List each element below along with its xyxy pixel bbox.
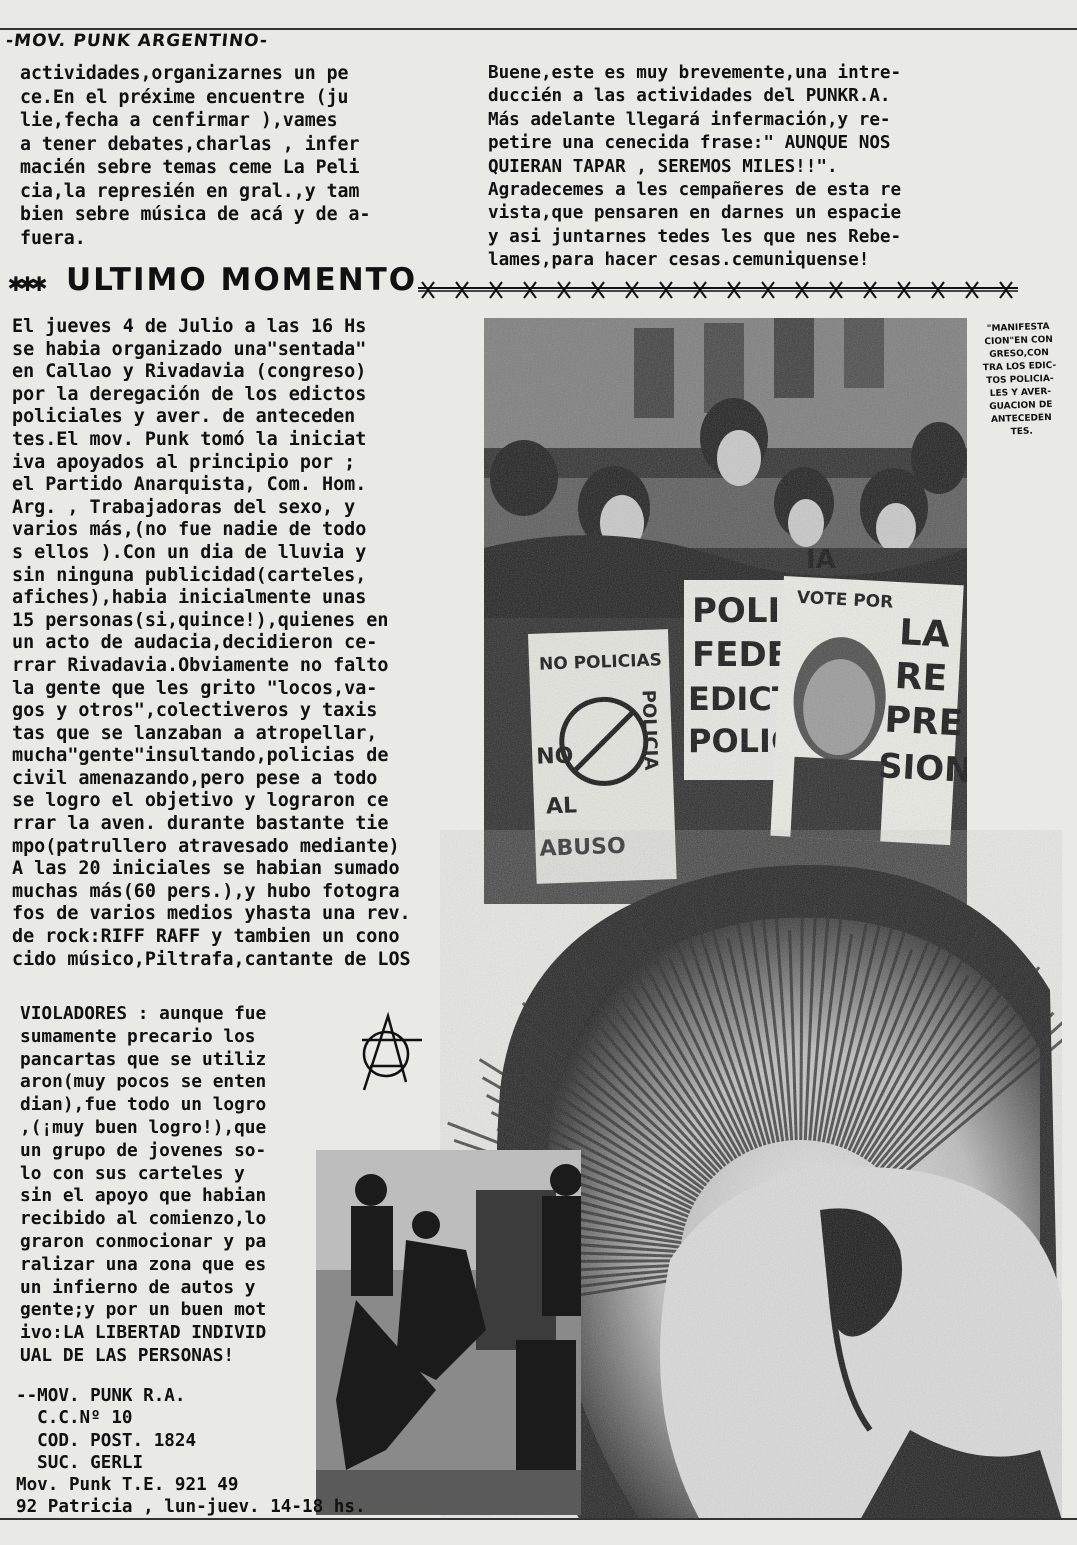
barbed-wire-divider (418, 278, 1028, 302)
article-line: en Callao y Rivadavia (congreso) (12, 361, 367, 383)
title-stars: ✱✱✱ (8, 268, 43, 298)
title-text: ULTIMO MOMENTO (66, 262, 418, 298)
article-line: la gente que les grito "locos,va- (12, 677, 378, 699)
article-line: de rock:RIFF RAFF y tambien un cono (12, 926, 400, 948)
article-line: el Partido Anarquista, Com. Hom. (12, 474, 367, 496)
article-line: rrar Rivadavia.Obviamente no falto (12, 654, 389, 676)
article-cont-line: dian),fue todo un logro (20, 1094, 267, 1116)
footer-line: Mov. Punk T.E. 921 49 (16, 1475, 239, 1496)
article-continuation (20, 1003, 266, 1368)
article-line: policiales y aver. de anteceden (12, 406, 356, 428)
article-line: s ellos ).Con un dia de lluvia y (12, 541, 367, 563)
right-intro-line: petire una cenecida frase:" AUNQUE NOS (488, 133, 891, 154)
article-line: un acto de audacia,decidieron ce- (12, 632, 378, 654)
left-intro-line: a tener debates,charlas , infer (20, 133, 360, 155)
footer-line: 92 Patricia , lun-juev. 14-18 hs. (16, 1497, 366, 1518)
article-cont-line: un grupo de jovenes so- (20, 1139, 267, 1161)
article-line: varios más,(no fue nadie de todo (12, 519, 367, 541)
article-line: tes.El mov. Punk tomó la iniciat (12, 428, 367, 450)
article-line: se habia organizado una"sentada" (12, 338, 367, 360)
left-intro-line: bien sebre música de acá y de a- (20, 204, 371, 225)
article-cont-line: ralizar una zona que es (20, 1253, 267, 1275)
article-line: iva apoyados al principio por ; (12, 451, 356, 473)
bottom-rule (0, 1518, 1077, 1520)
right-intro-line: y asi juntarnes tedes les que nes Rebe- (488, 226, 902, 247)
photo-caption (964, 320, 1076, 441)
caption-line: TOS POLICIA- (986, 373, 1054, 387)
protest-photo (484, 318, 967, 904)
article-cont-line: ivo:LA LIBERTAD INDIVID (20, 1322, 267, 1344)
article-line: cido músico,Piltrafa,cantante de LOS (12, 948, 411, 970)
footer-line: SUC. GERLI (16, 1452, 144, 1473)
article-line: civil amenazando,pero pese a todo (12, 767, 378, 789)
header-label: -MOV. PUNK ARGENTINO- (4, 31, 269, 51)
right-intro-line: vista,que pensaren en darnes un espacie (488, 203, 902, 224)
anarchy-symbol-icon (352, 1010, 432, 1100)
article-line: gos y otros",colectiveros y taxis (12, 700, 378, 722)
left-intro (20, 62, 370, 250)
article-line: muchas más(60 pers.),y hubo fotogra (12, 880, 400, 902)
article-line: mpo(patrullero atravesado mediante) (12, 835, 400, 857)
right-intro-line: Buene,este es muy brevemente,una intre- (488, 63, 902, 83)
left-intro-line: lie,fecha a cenfirmar ),vames (20, 110, 338, 131)
top-rule (0, 28, 1077, 30)
right-intro-line: Más adelante llegará infermación,y re- (488, 109, 891, 130)
caption-line: CION"EN CON (984, 334, 1053, 348)
article-line: sin ninguna publicidad(carteles, (12, 564, 367, 586)
article-cont-line: sin el apoyo que habian (20, 1185, 267, 1207)
article-cont-line: pancartas que se utiliz (20, 1048, 267, 1070)
article-cont-line: recibido al comienzo,lo (20, 1208, 267, 1230)
article-text (12, 316, 411, 971)
article-cont-line: sumamente precario los (20, 1025, 256, 1047)
article-line: 15 personas(si,quince!),quienes en (12, 609, 389, 631)
article-line: fos de varios medios yhasta una rev. (12, 903, 411, 925)
article-line: El jueves 4 de Julio a las 16 Hs (12, 316, 367, 337)
article-line: Arg. , Trabajadoras del sexo, y (12, 496, 356, 518)
article-line: tas que se lanzaban a atropellar, (12, 722, 378, 744)
article-cont-line: VIOLADORES : aunque fue (20, 1003, 267, 1024)
right-intro (488, 62, 901, 273)
article-line: mucha"gente"insultando,policias de (12, 745, 389, 767)
article-line: por la deregación de los edictos (12, 383, 367, 405)
footer-line: COD. POST. 1824 (16, 1430, 197, 1451)
right-intro-line: QUIERAN TAPAR , SEREMOS MILES!!". (488, 156, 838, 177)
caption-line: GUACION DE (989, 399, 1053, 413)
article-cont-line: ,(¡muy buen logro!),que (20, 1116, 267, 1138)
caption-line: GRESO,CON (989, 347, 1050, 361)
caption-line: "MANIFESTA (986, 321, 1050, 335)
article-cont-line: UAL DE LAS PERSONAS! (20, 1344, 235, 1366)
right-intro-line: Agradecemes a les cempañeres de esta re (488, 180, 902, 201)
left-intro-line: fuera. (20, 227, 86, 249)
caption-line: TES. (1010, 426, 1034, 438)
left-intro-line: actividades,organizarnes un pe (20, 63, 349, 84)
caption-line: TRA LOS EDIC- (982, 360, 1057, 374)
left-intro-line: cia,la represién en gral.,y tam (20, 180, 360, 202)
article-cont-line: aron(muy pocos se enten (20, 1071, 267, 1093)
caption-line: ANTECEDEN (990, 412, 1052, 426)
article-line: afiches),habia inicialmente unas (12, 587, 367, 609)
article-line: A las 20 iniciales se habian sumado (12, 858, 400, 880)
article-cont-line: graron conmocionar y pa (20, 1230, 267, 1252)
article-cont-line: gente;y por un buen mot (20, 1299, 267, 1321)
footer-line: C.C.Nº 10 (16, 1408, 133, 1429)
right-intro-line: duccién a las actividades del PUNKR.A. (488, 86, 891, 107)
article-cont-line: un infierno de autos y (20, 1276, 256, 1298)
left-intro-line: macién sebre temas ceme La Peli (20, 157, 360, 178)
left-intro-line: ce.En el préxime encuentre (ju (20, 86, 349, 108)
right-intro-line: lames,para hacer cesas.cemuniquense! (488, 250, 870, 271)
footer-line: --MOV. PUNK R.A. (16, 1386, 186, 1406)
contact-footer (16, 1385, 366, 1519)
article-line: rrar la aven. durante bastante tie (12, 813, 389, 835)
article-cont-line: lo con sus carteles y (20, 1162, 245, 1184)
caption-line: LES Y AVER- (989, 386, 1052, 400)
article-line: se logro el objetivo y lograron ce (12, 790, 389, 812)
